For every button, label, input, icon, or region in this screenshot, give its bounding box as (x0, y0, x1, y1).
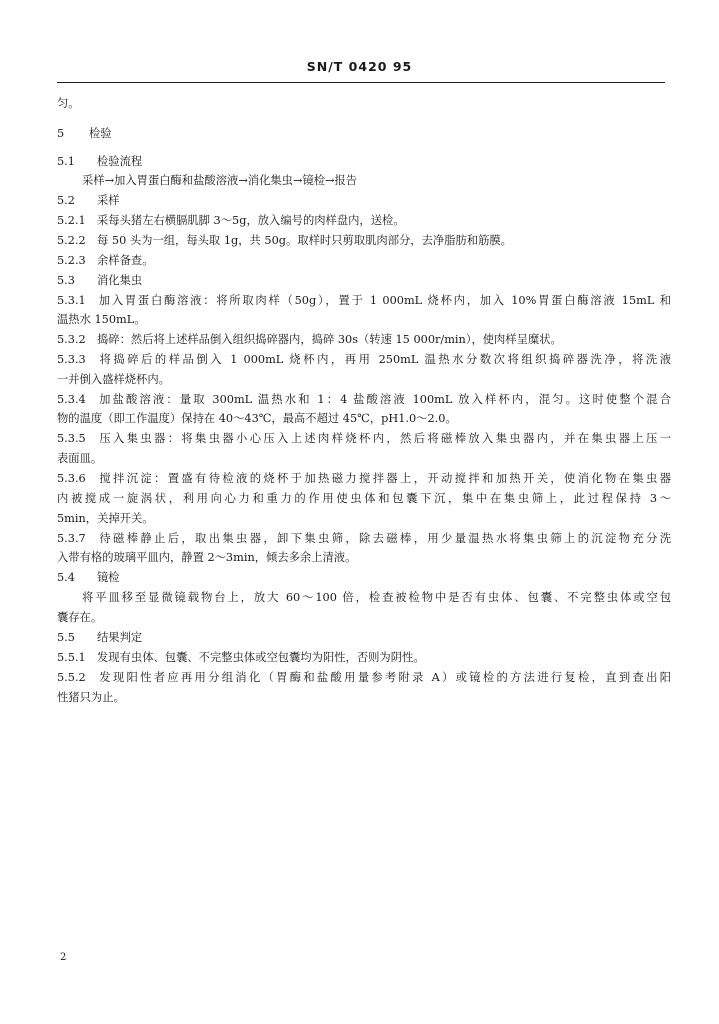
clause-5-3-4 (57, 393, 671, 407)
section-title: 采样 (97, 194, 120, 207)
section-title: 镜检 (97, 571, 120, 584)
clause-text: 待磁棒静止后，取出集虫器，卸下集虫筛，除去磁棒，用少量温热水将集虫筛上的沉淀物充分洗 (97, 532, 671, 545)
body-line: 一并倒入盛样烧杯内。 (57, 373, 170, 386)
body-line: 物的温度（即工作温度）保持在 40～43℃，最高不超过 45℃，pH1.0～2.0。 (57, 412, 457, 425)
section-5 (57, 127, 112, 141)
body-line: 5min，关掉开关。 (57, 512, 154, 525)
clause-5-5-1 (57, 651, 425, 665)
section-number: 5.4 (57, 571, 75, 584)
clause-text: 搅拌沉淀：置盛有待检液的烧杯于加热磁力搅拌器上，开动搅拌和加热开关，使消化物在集虫器 (97, 472, 671, 485)
clause-5-2-1 (57, 214, 405, 228)
clause-text: 加入胃蛋白酶溶液：将所取肉样（50g），置于 1 000mL 烧杯内，加入 10%胃蛋白酶溶液 15mL 和 (97, 294, 671, 307)
section-5-2 (57, 194, 120, 208)
section-title: 检验 (89, 127, 112, 140)
clause-number: 5.3.1 (57, 294, 86, 307)
clause-text: 采每头猪左右横膈肌脚 3～5g，放入编号的肉样盘内，送检。 (97, 214, 405, 227)
body-line: 入带有格的玻璃平皿内，静置 2～3min，倾去多余上清液。 (57, 551, 357, 564)
page-number: 2 (60, 952, 67, 963)
clause-text: 加盐酸溶液：量取 300mL 温热水和 1：4 盐酸溶液 100mL 放入样杯内，混匀。这时使整个混合 (97, 393, 671, 406)
clause-text: 发现阳性者应再用分组消化（胃酶和盐酸用量参考附录 A）或镜检的方法进行复检，直到查出阳 (97, 671, 671, 684)
section-5-1 (57, 155, 142, 169)
section-5-3 (57, 274, 142, 288)
clause-5-3-3 (57, 353, 671, 367)
clause-number: 5.3.5 (57, 432, 86, 445)
clause-number: 5.3.4 (57, 393, 86, 406)
clause-5-3-5 (57, 432, 671, 446)
section-number: 5.1 (57, 155, 75, 168)
clause-5-3-6 (57, 472, 671, 486)
clause-number: 5.2.1 (57, 214, 86, 227)
clause-number: 5.3.7 (57, 532, 86, 545)
clause-5-3-2 (57, 333, 562, 347)
header-rule (57, 82, 665, 83)
clause-5-3-7 (57, 532, 671, 546)
section-title: 消化集虫 (97, 274, 143, 287)
body-line: 将平皿移至显微镜载物台上，放大 60～100 倍，检查被检物中是否有虫体、包囊、不完整虫体或空包 (82, 591, 671, 604)
section-number: 5.5 (57, 631, 75, 644)
flow-line: 采样→加入胃蛋白酶和盐酸溶液→消化集虫→镜检→报告 (82, 174, 358, 187)
clause-number: 5.3.3 (57, 353, 86, 366)
body-line: 匀。 (57, 97, 80, 110)
section-number: 5 (57, 127, 65, 140)
clause-5-2-3 (57, 254, 154, 268)
clause-text: 每 50 头为一组，每头取 1g，共 50g。取样时只剪取肌肉部分，去净脂肪和筋膜。 (97, 234, 512, 247)
clause-5-2-2 (57, 234, 512, 248)
clause-number: 5.5.1 (57, 651, 86, 664)
document-code: SN/T 0420 95 (306, 59, 413, 74)
clause-text: 余样备查。 (97, 254, 154, 267)
section-5-4 (57, 571, 120, 585)
section-title: 结果判定 (97, 631, 143, 644)
body-line: 内被搅成一旋涡状，利用向心力和重力的作用使虫体和包囊下沉，集中在集虫筛上，此过程保持 3～ (57, 492, 671, 505)
body-line: 囊存在。 (57, 611, 103, 624)
clause-number: 5.3.2 (57, 333, 86, 346)
clause-number: 5.3.6 (57, 472, 86, 485)
clause-5-3-1 (57, 294, 671, 308)
clause-text: 压入集虫器：将集虫器小心压入上述肉样烧杯内，然后将磁棒放入集虫器内，并在集虫器上压一 (97, 432, 671, 445)
body-line: 温热水 150mL。 (57, 313, 146, 326)
body-line: 性猪只为止。 (57, 691, 125, 704)
clause-text: 发现有虫体、包囊、不完整虫体或空包囊均为阳性，否则为阴性。 (97, 651, 425, 664)
body-line: 表面皿。 (57, 452, 103, 465)
section-number: 5.2 (57, 194, 75, 207)
clause-number: 5.5.2 (57, 671, 86, 684)
clause-number: 5.2.2 (57, 234, 86, 247)
section-5-5 (57, 631, 142, 645)
section-number: 5.3 (57, 274, 75, 287)
clause-text: 捣碎：然后将上述样品倒入组织捣碎器内，捣碎 30s（转速 15 000r/min），使肉样呈糜状。 (97, 333, 562, 346)
clause-text: 将捣碎后的样品倒入 1 000mL 烧杯内，再用 250mL 温热水分数次将组织捣碎器洗净，将洗液 (97, 353, 671, 366)
clause-5-5-2 (57, 671, 671, 685)
clause-number: 5.2.3 (57, 254, 86, 267)
section-title: 检验流程 (97, 155, 143, 168)
